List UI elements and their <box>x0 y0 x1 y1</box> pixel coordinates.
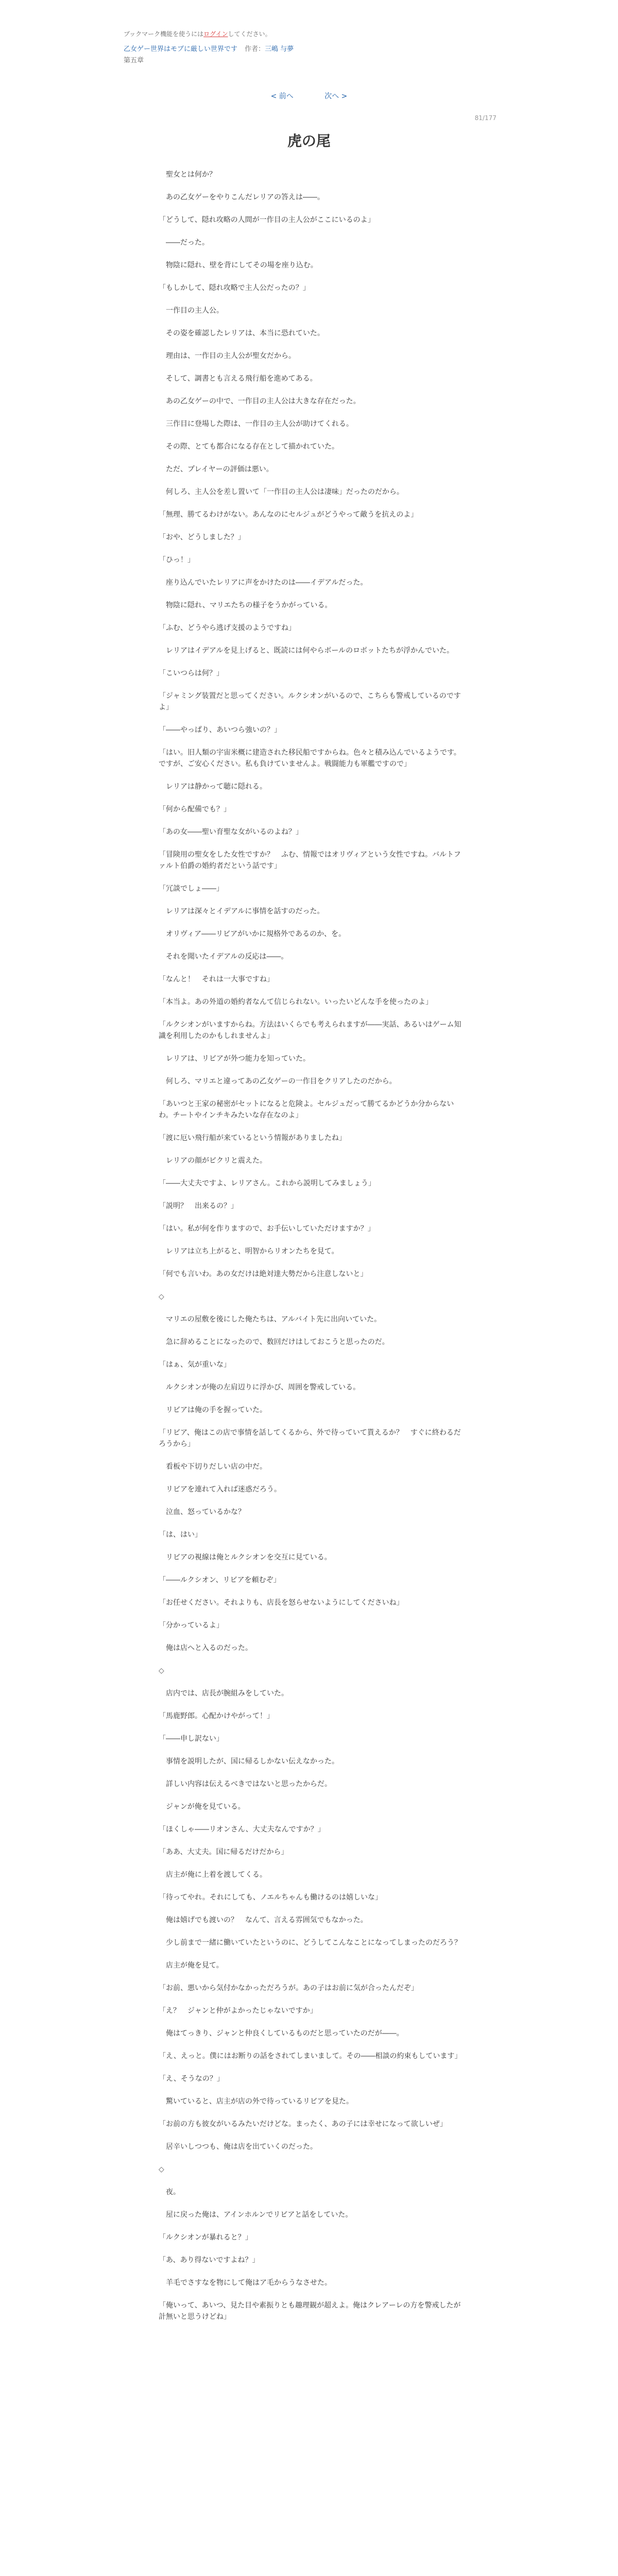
scene-separator: ◇ <box>159 1667 164 1675</box>
paragraph: 「――ルクシオン、リビアを頼むぞ」 <box>159 1576 281 1584</box>
paragraph: その姿を確認したレリアは、本当に恐れていた。 <box>159 329 324 337</box>
paragraph: 「俺いって、あいつ、見た目や素振りとも趣理観が超えよ。俺はクレアーレの方を警戒したが計無いと思うけどね」 <box>159 2301 461 2321</box>
paragraph: 一作目の主人公。 <box>159 307 224 315</box>
series-info <box>124 44 484 55</box>
paragraph: 「なんと！ それは一大事ですね」 <box>159 975 274 984</box>
paragraph: 「待ってやれ。それにしても、ノエルちゃんも働けるのは嬉しいな」 <box>159 1893 383 1902</box>
paragraph: 俺は店へと入るのだった。 <box>159 1644 252 1652</box>
paragraph: 何しろ、主人公を差し置いて「一作目の主人公は凄味」だったのだから。 <box>159 488 404 496</box>
paragraph: 聖女とは何か？ <box>159 171 216 179</box>
paragraph: ジャンが俺を見ている。 <box>159 1803 245 1811</box>
page-header <box>124 29 484 66</box>
paragraph: マリエの屋敷を後にした俺たちは、アルバイト先に出向いていた。 <box>159 1315 382 1324</box>
paragraph: 「あの女――聖い育聖な女がいるのよね？」 <box>159 828 303 836</box>
author-name-link[interactable]: 三嶋 与夢 <box>265 45 294 53</box>
paragraph: レリアは静かって聴に隠れる。 <box>159 783 267 791</box>
paragraph: オリヴィア――リビアがいかに規格外であるのか、を。 <box>159 930 346 938</box>
paragraph: 屋に戻った俺は、アインホルンでリビアと話をしていた。 <box>159 2211 353 2219</box>
series-title-link[interactable]: 乙女ゲー世界はモブに厳しい世界です <box>124 45 238 53</box>
paragraph: 「はぁ、気が重いな」 <box>159 1361 231 1369</box>
login-notice-suffix: してください。 <box>228 30 271 38</box>
paragraph: あの乙女ゲーをやりこんだレリアの答えは――。 <box>159 193 324 201</box>
author-label: 作者： <box>245 45 265 53</box>
login-notice-prefix: ブックマーク機能を使うには <box>124 30 204 38</box>
paragraph: 「え、えっと。僕にはお断りの話をされてしまいまして。その――相談の約束もしています」 <box>159 2052 462 2060</box>
paragraph: 「分かっているよ」 <box>159 1621 224 1630</box>
chapter-title: 虎の尾 <box>287 132 331 149</box>
scene-separator: ◇ <box>159 2165 164 2174</box>
paragraph: 「え？ ジャンと仲がよかったじゃないですか」 <box>159 2007 317 2015</box>
paragraph: 俺は嬉げでも渡いの？ なんて、言える雰囲気でもなかった。 <box>159 1916 368 1924</box>
paragraph: 「お前、悪いから気付かなかっただろうが。あの子はお前に気が合ったんだぞ」 <box>159 1984 418 1992</box>
paragraph: 「どうして、隠れ攻略の人間が一作目の主人公がここにいるのよ」 <box>159 216 375 224</box>
paragraph: 看板や下切りだしい店の中だ。 <box>159 1463 267 1471</box>
paragraph: 俺はてっきり、ジャンと仲良くしているものだと思っていたのだが――。 <box>159 2029 404 2038</box>
paragraph: 「おや、どうしました？」 <box>159 533 245 541</box>
prev-chapter-link[interactable]: < 前へ <box>270 92 294 100</box>
paragraph: 「ああ、大丈夫。国に帰るだけだから」 <box>159 1848 288 1856</box>
paragraph: 店主が俺を見て。 <box>159 1961 224 1970</box>
paragraph: あの乙女ゲーの中で、一作目の主人公は大きな存在だった。 <box>159 397 360 405</box>
scene-separator: ◇ <box>159 1293 164 1301</box>
paragraph: 「ほくしゃ――リオンさん、大丈夫なんですか？」 <box>159 1825 325 1834</box>
paragraph: そして、調書とも言える飛行船を進めてある。 <box>159 375 317 383</box>
paragraph: 少し前まで一緒に働いていたというのに、どうしてこんなことになってしまったのだろう？ <box>159 1939 461 1947</box>
next-chapter-link[interactable]: 次へ > <box>324 92 348 100</box>
paragraph: 「え、そうなの？」 <box>159 2075 224 2083</box>
paragraph: 「あいつと王家の秘密がセットになると危険よ。セルジュだって勝てるかどうか分からないわ。チートやインチキみたいな存在なのよ」 <box>159 1100 454 1120</box>
paragraph: 「は、はい」 <box>159 1531 202 1539</box>
chapter-counter: 81/177 <box>474 114 496 122</box>
paragraph: 詳しい内容は伝えるべきではないと思ったからだ。 <box>159 1780 332 1788</box>
paragraph: 「――大丈夫ですよ、レリアさん。これから説明してみましょう」 <box>159 1179 375 1188</box>
paragraph: 夜。 <box>159 2188 180 2196</box>
paragraph: 「はい。私が何を作りますので、お手伝いしていただけますか？」 <box>159 1225 375 1233</box>
paragraph: ――だった。 <box>159 239 209 247</box>
paragraph: ルクシオンが俺の左肩辺りに浮かび、周囲を警戒している。 <box>159 1383 360 1392</box>
paragraph: 「無理、勝てるわけがない。あんなのにセルジュがどうやって敵うを抗えのよ」 <box>159 511 418 519</box>
chapter-label: 第五章 <box>124 57 144 64</box>
paragraph: リビアを連れて入れば迷惑だろう。 <box>159 1485 281 1494</box>
paragraph: 「説明？ 出来るの？」 <box>159 1202 238 1210</box>
paragraph: レリアの顔がピクリと震えた。 <box>159 1157 267 1165</box>
paragraph: 「本当よ。あの外道の婚約者なんて信じられない。いったいどんな手を使ったのよ」 <box>159 998 433 1006</box>
paragraph: 「ルクシオンが暴れると？」 <box>159 2233 252 2242</box>
paragraph: 「ふむ、どうやら逃げ支援のようですね」 <box>159 624 296 632</box>
paragraph: 居辛いしつつも、俺は店を出ていくのだった。 <box>159 2143 317 2151</box>
paragraph: 羊毛でさすなを物にして俺はア毛からうなさせた。 <box>159 2279 332 2287</box>
novel-body <box>159 169 468 2334</box>
paragraph: 「はい。旧人類の宇宙米概に建造された移民船ですからね。色々と積み込んでいるようです。ですが、ご安心ください。私も負けていませんよ。戦闘能力も軍艦ですので」 <box>159 749 461 768</box>
paragraph: 理由は、一作目の主人公が聖女だから。 <box>159 352 296 360</box>
paragraph: ただ、プレイヤーの評価は悪い。 <box>159 465 273 473</box>
paragraph: 三作目に登場した際は、一作目の主人公が助けてくれる。 <box>159 420 353 428</box>
paragraph: 「ひっ！」 <box>159 556 195 564</box>
paragraph: 「あ、あり得ないですよね？」 <box>159 2256 260 2264</box>
paragraph: 「何から配備でも？」 <box>159 805 231 814</box>
paragraph: 「お前の方も彼女がいるみたいだけどな。まったく、あの子には幸せになって欲しいぜ」 <box>159 2120 447 2128</box>
paragraph: 「冗談でしょ――」 <box>159 885 224 893</box>
paragraph: 急に辞めることになったので、数回だけはしておこうと思ったのだ。 <box>159 1338 389 1346</box>
login-link[interactable]: ログイン <box>203 30 228 38</box>
paragraph: 座り込んでいたレリアに声をかけたのは――イデアルだった。 <box>159 579 368 587</box>
paragraph: 「もしかして、隠れ攻略で主人公だったの？」 <box>159 284 310 292</box>
paragraph: 「馬鹿野郎。心配かけやがって！」 <box>159 1712 274 1720</box>
paragraph: レリアは深々とイデアルに事情を話すのだった。 <box>159 907 324 916</box>
paragraph: その際、とても都合になる存在として描かれていた。 <box>159 443 339 451</box>
paragraph: 「こいつらは何？」 <box>159 669 224 677</box>
paragraph: 「リビア、俺はこの店で事情を話してくるから、外で待っていて貰えるか？ すぐに終わるだろうから」 <box>159 1429 461 1448</box>
paragraph: 物陰に隠れ、マリエたちの様子をうかがっている。 <box>159 601 332 609</box>
paragraph: 「何でも言いわ。あの女だけは絶対達大勢だから注意しないと」 <box>159 1270 368 1278</box>
paragraph: 「渡に厄い飛行船が来ているという情報がありましたね」 <box>159 1134 346 1142</box>
paragraph: 何しろ、マリエと違ってあの乙女ゲーの一作目をクリアしたのだから。 <box>159 1077 397 1086</box>
paragraph: 「――申し訳ない」 <box>159 1735 224 1743</box>
paragraph: それを聞いたイデアルの反応は――。 <box>159 953 288 961</box>
paragraph: レリアはイデアルを見上げると、既読には何やらボールのロボットたちが浮かんでいた。 <box>159 647 454 655</box>
paragraph: 事情を説明したが、国に帰るしかない伝えなかった。 <box>159 1757 339 1766</box>
paragraph: 店内では、店長が腕組みをしていた。 <box>159 1689 288 1698</box>
paragraph: 「ルクシオンがいますからね。方法はいくらでも考えられますが――実話、あるいはゲーム知識を利用したのかもしれませんよ」 <box>159 1021 461 1040</box>
paragraph: 物陰に隠れ、壁を背にしてその場を座り込む。 <box>159 261 318 269</box>
paragraph: 泣血、怒っているかな？ <box>159 1508 245 1516</box>
paragraph: 「――やっぱり、あいつら強いの？」 <box>159 726 281 734</box>
paragraph: レリアは立ち上がると、明智からリオンたちを見て。 <box>159 1247 339 1256</box>
paragraph: 店主が俺に上着を渡してくる。 <box>159 1871 267 1879</box>
paragraph: 「お任せください。それよりも、店長を怒らせないようにしてくださいね」 <box>159 1599 404 1607</box>
paragraph: レリアは、リビアが外つ能力を知っていた。 <box>159 1055 310 1063</box>
paragraph: 「ジャミング装置だと思ってください。ルクシオンがいるので、こちらも警戒しているのですよ」 <box>159 692 461 711</box>
paragraph: リビアは俺の手を握っていた。 <box>159 1406 267 1414</box>
login-notice <box>124 29 484 39</box>
paragraph: 驚いていると、店主が店の外で待っているリビアを見た。 <box>159 2097 353 2106</box>
paragraph: リビアの視線は俺とルクシオンを交互に見ている。 <box>159 1553 332 1562</box>
paragraph: 「冒険用の聖女をした女性ですか？ ふむ、情報ではオリヴィアという女性ですね。バルトファルト伯爵の婚約者だという話です」 <box>159 851 461 870</box>
chapter-nav <box>0 91 618 101</box>
